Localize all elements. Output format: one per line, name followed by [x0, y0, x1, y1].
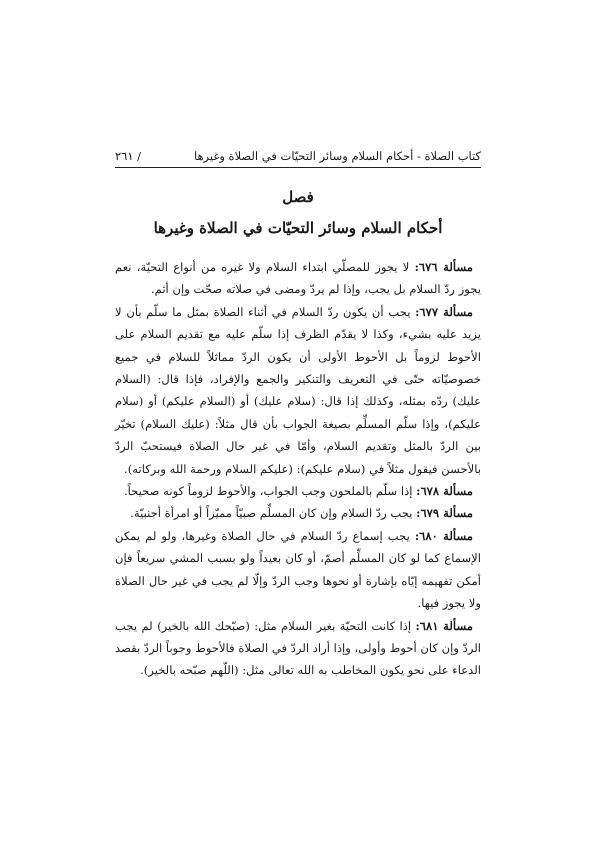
- issue-number: مسألة ٦٨١:: [415, 618, 474, 633]
- issue-number: مسألة ٦٧٩:: [416, 506, 473, 521]
- running-header: [115, 145, 481, 168]
- issue-text: إذا كانت التحيّة بغير السلام مثل: (صبّحك الله بالخير) لم يجب الردّ وإن كان أحوط وأولى، وإذا أراد الردّ في الصلاة فالأحوط وجوباً الردّ بقصد الدعاء على نحو يكون المخاطب به الله تعالى مثل: (اللّهم صبّحه بالخير).: [115, 618, 481, 678]
- issue-paragraph: [115, 502, 481, 524]
- issue-number: مسألة ٦٧٧:: [415, 304, 473, 319]
- section-label: فصل: [282, 188, 314, 206]
- issue-number: مسألة ٦٨٠:: [414, 528, 474, 543]
- issue-text: لا يجوز للمصلّي ابتداء السلام ولا غيره من أنواع التحيّة، نعم يجوز ردّ السلام بل يجب، وإذا لم يردّ ومضى في صلاته صحّت وإن أثم.: [115, 260, 481, 297]
- body-text: [115, 256, 481, 682]
- running-header-title: كتاب الصلاة - أحكام السلام وسائر التحيّات في الصلاة وغيرها: [193, 149, 481, 163]
- issue-text: يجب إسماع ردّ السلام في حال الصلاة وغيرها، ولو لم يمكن الإسماع كما لو كان المسلِّم أصمّ، أو كان بعيداً ولو بسبب المشي سريعاً فإن أمكن تفهيمه إيّاه بإشارة أو نحوها وجب الردّ وإلّا لم يجب في غير حال الصلاة ولا يجوز فيها.: [115, 528, 481, 611]
- issue-paragraph: [115, 480, 481, 502]
- issue-paragraph: [115, 615, 481, 682]
- section-title: أحكام السلام وسائر التحيّات في الصلاة وغيرها: [153, 219, 443, 237]
- issue-paragraph: [115, 525, 481, 615]
- issue-text: يجب أن يكون ردّ السلام في أثناء الصلاة بمثل ما سلّم بأن لا يزيد عليه بشيء، وكذا لا يقدّم الظرف إذا سلّم عليه مع تقديم السلام على الأحوط لزوماً بل الأحوط الأولى أن يكون الردّ مماثلاً للسلام في جميع خصوصيّاته حتّى في التعريف والتنكير والجمع والإفراد، فإذا قال: (السلام عليك) ردّه بمثله، وكذلك إذا قال: (سلام عليك) أو (السلام عليكم) أو (سلام عليكم)، وإذا سلّم المسلِّم بصيغة الجواب بأن قال مثلاً: (عليك السلام) تخيّر بين الردّ بالمثل وتقديم السلام، وأمّا في غير حال الصلاة فيستحبّ الردّ بالأحسن فيقول مثلاً في (سلام عليكم): (عليكم السلام ورحمة الله وبركاته).: [115, 304, 481, 476]
- issue-number: مسألة ٦٧٨:: [416, 484, 473, 499]
- issue-text: يجب ردّ السلام وإن كان المسلِّم صبيّاً مميّزاً أو امرأة أجنبيّة.: [130, 506, 413, 521]
- page-number: ٢٦١ /: [115, 149, 142, 163]
- issue-paragraph: [115, 301, 481, 480]
- issue-number: مسألة ٦٧٦:: [414, 260, 474, 274]
- issue-paragraph: [115, 256, 481, 301]
- issue-text: إذا سلّم بالملحون وجب الجواب، والأحوط لزوماً كونه صحيحاً.: [123, 484, 413, 499]
